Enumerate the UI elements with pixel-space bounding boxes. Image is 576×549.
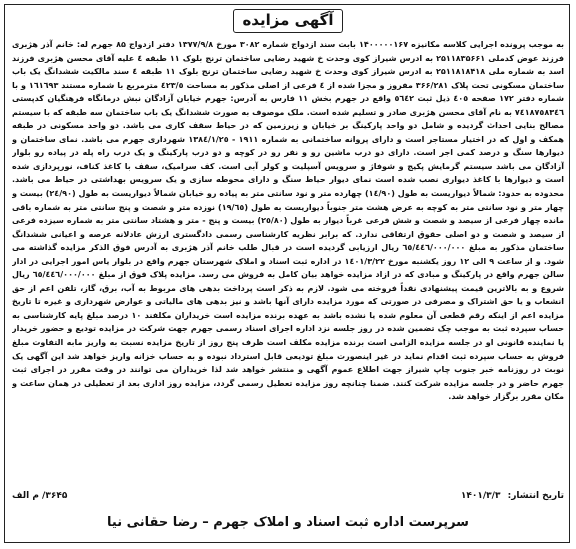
notice-title: آگهی مزایده [233,9,343,33]
signature-line: سرپرست اداره ثبت اسناد و املاک جهرم – رضا حقانی نیا [107,515,469,530]
publication-date [461,491,564,501]
publication-date-label: تاریخ انتشار: [507,491,564,501]
reference-code: ۳۶۴۵/ م الف [12,491,68,501]
publication-date-value: ۱۴۰۱/۳/۳ [460,491,501,501]
notice-body: به موجب پرونده اجرایی کلاسه مکانیزه ۱۴۰۰۰۰۰۱۶۷ بابت سند ازدواج شماره ۳۰۸۲ مورخ ۱۳۷۷/۹/۸ دفتر ازدواج ۸۵ جهرم له: خانم آذر هژبری فرزند عوض کدملی ۲۵۱۱۸۳۵۶۶۱ به ادرس شیراز کوی وحدت خ شهید رضایی ساختمان ترنج بلوک ۱۱ طبقه ٤ علیه آقای محسن هژبری فرزند اسد به شماره ملی ۲۵۱۱۸۱۸۴۱۸ به ادرس شیراز کوی وحدت خ شهید رضایی ساختمان ترنج بلوک ۱۱ طبقه ٤ سند مالکیت ششدانگ یک باب ساختمان مسکونی تحت پلاک ۳۶۶/۲۸۱ مفروز و مجزا شده از ٤ فرعی از اصلی مذکور به مساحت ٤٢٣/٥ مترمربع با شماره مستند ۱٦١٦٩٣ و با شماره دفتر ۱۷۲ صفحه ٤٠٥ ذیل ثبت ٥٦٤٢ واقع در جهرم بخش ۱۱ فارس به آدرس: جهرم خیابان آزادگان نبش درمانگاه فرهنگیان کدپستی ٧٤١٨٧٥٨٣٤٦ به نام آقای محسن هژبری صادر و تسلیم شده است. ملک موصوف به صورت ششدانگ یک باب ساختمان سه طبقه که با سیستم مصالح بنایی احداث گردیده و شامل دو واحد پارکینگ بر خیابان و زیرزمین که در حیاط سقف کاری می باشد. دو واحد مسکونی در طبقه همکف و اول که در اختیار مستاجر است و دارای پروانه ساختمانی به شماره ١٩١١ - ١٣٨٤/١/٢٥ شهرداری جهرم می باشد. نمای ساختمان و دیوارها سنگ و درصد کمی اجر است. دارای دو درب ماشین رو و نفر رو در کوچه و دو درب پارکینگ و یک درب راه پله در پیاده رو بلوار آزادگان می باشد سیستم گرمایش پکیج و شوفاژ و سرویس آسپلیت و کولر آبی است. کف سرامیک، سقف با کاغذ کناف، نورپردازی شده است و دیوارها با کاغذ دیواری نصب شده است نمای دیوار حیاط سنگ و دارای محوطه سازی و یک سرویس بهداشتی در حیاط می باشد. محدوده به حدود: شمالاً دیواریست به طول (١٤/٩٠) چهارده متر و نود سانتی متر به پیاده رو خیابان شمالاً دیواریست به طول (٢٤/٩٠) بیست و چهار متر و نود سانتی متر به کوچه به عرض هشت متر جنوباً دیواریست به طول (١٩/٦٥) نوزده متر و شصت و پنج سانتی متر به شماره باقی مانده چهار فرعی از سیصد و شصت و شش فرعی غرباً دیوار به طول (٢٥/٨٠) بیست و پنج - متر و هشتاد سانتی متر به شماره سیزده فرعی از سیصد و شصت و دو اصلی حقوق ارتفاقی ندارد. که برابر نظریه کارشناسی رسمی دادگستری ارزش عادلانه عرصه و اعیانی ششدانگ ساختمان مذکور به مبلغ ٦٥/٤٤٦/٠٠٠/٠٠٠ ریال ارزیابی گردیده است در قبال طلب خانم آذر هژبری به آدرس فوق الذکر مزایده گذاشته می شود. و از ساعت ٩ الی ١٢ روز یکشنبه مورخ ١٤٠١/٣/٢٢ در اداره ثبت اسناد و املاک شهرستان جهرم واقع در بلوار یاس امور اجرایی در ادار سالن جهرم واقع در پارکینگ و مبادی که در ازاد مزایده خواهد بیان کامل به فروش می رسد. مزایده پلاک فوق از مبلغ ٦٥/٤٤٦/٠٠٠/٠٠٠ ریال شروع و به بالاترین قیمت پیشنهادی نقداً فروخته می شود. لازم به ذکر است پرداخت بدهی های مربوط به آب، برق، گاز، تلفن اعم از حق انشعاب و یا حق اشتراک و مصرفی در صورتی که مورد مزایده دارای آنها باشد و نیز بدهی های مالیاتی و عوارض شهرداری و غیره تا تاریخ مزایده اعم از اینکه رقم قطعی آن معلوم شده یا نشده باشد به عهده برنده مزایده است خریداران مکلفند ١٠ درصد مبلغ پایه کارشناسی به حساب سپرده ثبت به موجب چک تضمین شده در روز جلسه نزد اداره اجرای اسناد رسمی جهرم جهت شرکت در مزایده تودیع و حضور خریدار یا نماینده قانونی او در جلسه مزایده الزامی است برنده مزایده مکلف است ظرف پنج روز از تاریخ مزایده نسبت به واریز مابه التفاوت مبلغ فروش به حساب سپرده ثبت اقدام نماید در غیر اینصورت مبلغ تودیعی قابل استرداد نبوده و به حساب خزانه واریز خواهد شد این آگهی یک نوبت در روزنامه خبر جنوب چاپ شیراز جهت اطلاع عموم آگهی و منتشر خواهد شد لذا خریداران می توانند در وقت مقرر در اجرای ثبت جهرم حاضر و در جلسه مزایده شرکت کنند. ضمنا چنانچه روز مزایده تعطیل رسمی گردد، مزایده روز اداری بعد از تعطیلی در همان ساعت و مکان مقرر برگزار خواهد شد. [12,40,564,402]
notice-footer [12,491,564,505]
